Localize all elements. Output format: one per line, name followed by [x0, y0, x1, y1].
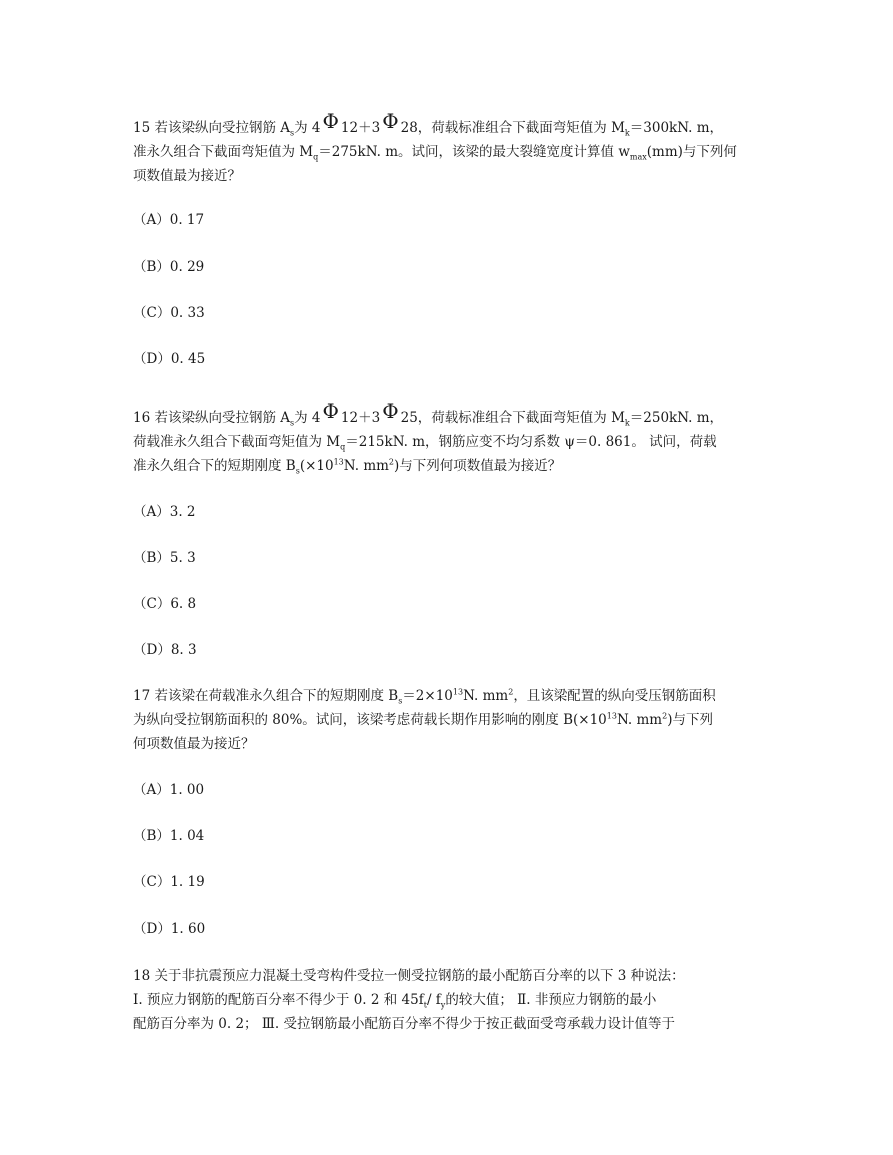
question-17-option-d: （D）1. 60 [133, 921, 206, 937]
question-16-option-a: （A）3. 2 [133, 504, 196, 520]
question-15-option-c: （C）0. 33 [133, 305, 205, 321]
question-16-option-b: （B）5. 3 [133, 550, 196, 566]
question-17 [133, 684, 773, 756]
question-16 [133, 399, 773, 478]
question-17-option-a: （A）1. 00 [133, 782, 205, 798]
question-18-line-1: 18 关于非抗震预应力混凝土受弯构件受拉一侧受拉钢筋的最小配筋百分率的以下 3 种说法： [133, 968, 685, 984]
question-15 [133, 109, 773, 188]
question-15-line-2: 准永久组合下截面弯矩值为 $M_q=275kN$. m。试问，该梁的最大裂缝宽度计算值 $w_{max}(mm)$与下列何 [133, 144, 737, 162]
question-16-option-d: （D）8. 3 [133, 642, 197, 658]
question-18-line-2: Ⅰ. 预应力钢筋的配筋百分率不得少于 0. 2 和 $45f_t/$ $f_y$的较大值； Ⅱ. 非预应力钢筋的最小 [133, 992, 657, 1010]
question-16-option-c: （C）6. 8 [133, 596, 197, 612]
question-17-option-c: （C）1. 19 [133, 874, 205, 890]
question-16-line-2: 荷载准永久组合下截面弯矩值为 $M_q=215kN$. m，钢筋应变不均匀系数 ψ＝0. 861。 试问，荷载 [133, 434, 717, 452]
question-15-option-b: （B）0. 29 [133, 259, 205, 275]
question-18 [133, 964, 773, 1036]
question-15-option-a: （A）0. 17 [133, 212, 205, 228]
question-15-line-3: 项数值最为接近？ [133, 168, 241, 184]
question-15-option-d: （D）0. 45 [133, 351, 206, 367]
question-16-line-1: 16 若该梁纵向受拉钢筋 $A_s$为 4 Φ 12＋3 Φ 25，荷载标准组合下截面弯矩值为 $M_k=250kN$. m， [133, 399, 724, 428]
question-16-line-3: 准永久组合下的短期刚度 $B_s(\times 10^{13}N$. $mm^2$)与下列何项数值最为接近？ [133, 457, 562, 476]
question-17-line-1: 17 若该梁在荷载准永久组合下的短期刚度 $B_s=2\times 10^{13}N$. $mm^2$，且该梁配置的纵向受压钢筋面积 [133, 687, 716, 706]
question-17-line-3: 何项数值最为接近？ [133, 736, 255, 752]
question-18-line-3: 配筋百分率为 0. 2； Ⅲ. 受拉钢筋最小配筋百分率不得少于按正截面受弯承载力设计值等于 [133, 1016, 675, 1032]
question-15-line-1: 15 若该梁纵向受拉钢筋 $A_s$为 4 Φ 12＋3 Φ 28，荷载标准组合下截面弯矩值为 $M_k=300kN$. m， [133, 109, 724, 138]
question-17-line-2: 为纵向受拉钢筋面积的 80%。试问，该梁考虑荷载长期作用影响的刚度 $B(\times 10^{13}N$. $mm^2$)与下列 [133, 711, 713, 728]
question-17-option-b: （B）1. 04 [133, 828, 205, 844]
